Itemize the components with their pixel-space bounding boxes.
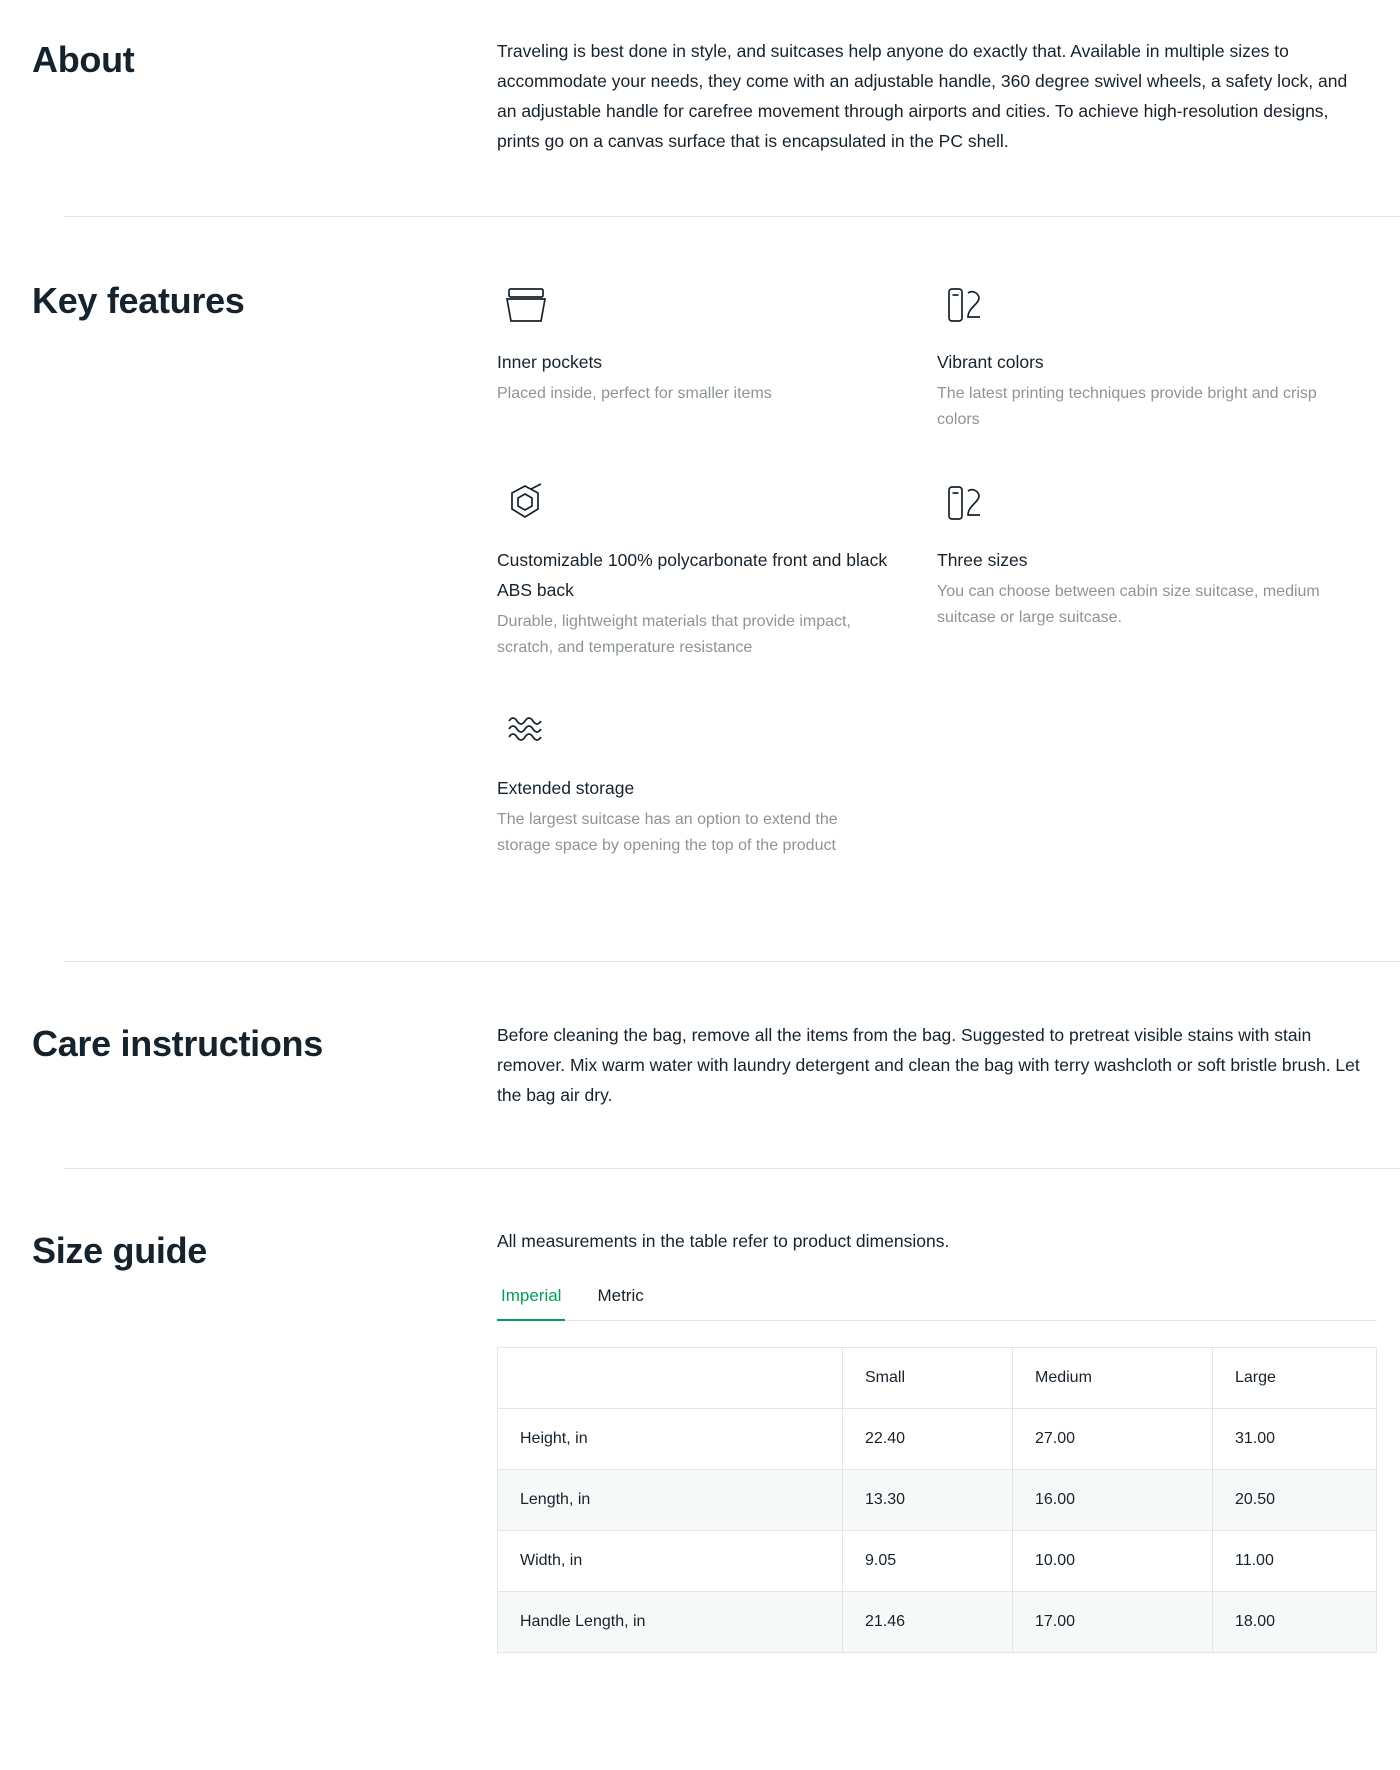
feature-desc: The largest suitcase has an option to extend the storage space by opening the top of the product: [497, 811, 838, 854]
feature-item: [937, 475, 1377, 661]
feature-item: [937, 277, 1377, 433]
feature-item: [497, 475, 937, 661]
feature-title: Vibrant colors: [937, 352, 1044, 372]
cell-large: 18.00: [1213, 1592, 1377, 1653]
feature-title: Extended storage: [497, 778, 635, 798]
size-guide-title: Size guide: [32, 1230, 208, 1271]
size-guide-section: [32, 1169, 1368, 1693]
cell-small: 13.30: [843, 1470, 1013, 1531]
size-guide-note: All measurements in the table refer to product dimensions.: [497, 1231, 950, 1251]
row-label: Length, in: [498, 1470, 843, 1531]
cell-large: 31.00: [1213, 1409, 1377, 1470]
key-features-title: Key features: [32, 280, 245, 321]
feature-item: [497, 703, 937, 859]
row-label: Handle Length, in: [498, 1592, 843, 1653]
feature-item: [497, 277, 937, 433]
table-body: [498, 1409, 1377, 1653]
column-header-medium: Medium: [1013, 1348, 1213, 1409]
column-header-blank: [498, 1348, 843, 1409]
key-features-section: [32, 217, 1368, 961]
row-label: Height, in: [498, 1409, 843, 1470]
table-row: [498, 1470, 1377, 1531]
care-instructions-title: Care instructions: [32, 1023, 323, 1064]
size-guide-table: [497, 1347, 1377, 1653]
feature-desc: Placed inside, perfect for smaller items: [497, 385, 772, 402]
feature-grid: [497, 277, 1377, 901]
polycarbonate-icon: [497, 475, 889, 531]
feature-title: Three sizes: [937, 550, 1028, 570]
table-header-row: [498, 1348, 1377, 1409]
cell-large: 20.50: [1213, 1470, 1377, 1531]
cell-large: 11.00: [1213, 1531, 1377, 1592]
cell-small: 22.40: [843, 1409, 1013, 1470]
column-header-large: Large: [1213, 1348, 1377, 1409]
cell-small: 9.05: [843, 1531, 1013, 1592]
feature-title: Customizable 100% polycarbonate front and black ABS back: [497, 550, 888, 600]
care-instructions-text: Before cleaning the bag, remove all the items from the bag. Suggested to pretreat visible stains with stain remover. Mix warm water with laundry detergent and clean the bag with terry washcloth or soft bristle brush. Let the bag air dry.: [497, 1025, 1360, 1105]
cell-medium: 16.00: [1013, 1470, 1213, 1531]
about-text: Traveling is best done in style, and suitcases help anyone do exactly that. Available in multiple sizes to accommodate your needs, they come with an adjustable handle, 360 degree swivel wheels, a safety lock, and an adjustable handle for carefree movement through airports and cities. To achieve high-resolution designs, prints go on a canvas surface that is encapsulated in the PC shell.: [497, 41, 1348, 151]
extended-storage-icon: [497, 703, 889, 759]
table-row: [498, 1592, 1377, 1653]
size-guide-tabs: [497, 1285, 1377, 1321]
row-label: Width, in: [498, 1531, 843, 1592]
cell-medium: 10.00: [1013, 1531, 1213, 1592]
about-title: About: [32, 39, 135, 80]
feature-desc: You can choose between cabin size suitcase, medium suitcase or large suitcase.: [937, 583, 1320, 626]
cell-small: 21.46: [843, 1592, 1013, 1653]
feature-desc: Durable, lightweight materials that provide impact, scratch, and temperature resistance: [497, 613, 851, 656]
tab-metric[interactable]: Metric: [597, 1286, 644, 1305]
table-row: [498, 1409, 1377, 1470]
cell-medium: 17.00: [1013, 1592, 1213, 1653]
table-row: [498, 1531, 1377, 1592]
about-section: [32, 0, 1368, 216]
care-instructions-section: [32, 962, 1368, 1168]
three-sizes-icon: [937, 475, 1329, 531]
cell-medium: 27.00: [1013, 1409, 1213, 1470]
vibrant-colors-icon: [937, 277, 1329, 333]
table-head: [498, 1348, 1377, 1409]
tab-imperial[interactable]: Imperial: [497, 1285, 565, 1321]
feature-desc: The latest printing techniques provide bright and crisp colors: [937, 385, 1317, 428]
feature-title: Inner pockets: [497, 352, 603, 372]
inner-pockets-icon: [497, 277, 889, 333]
column-header-small: Small: [843, 1348, 1013, 1409]
